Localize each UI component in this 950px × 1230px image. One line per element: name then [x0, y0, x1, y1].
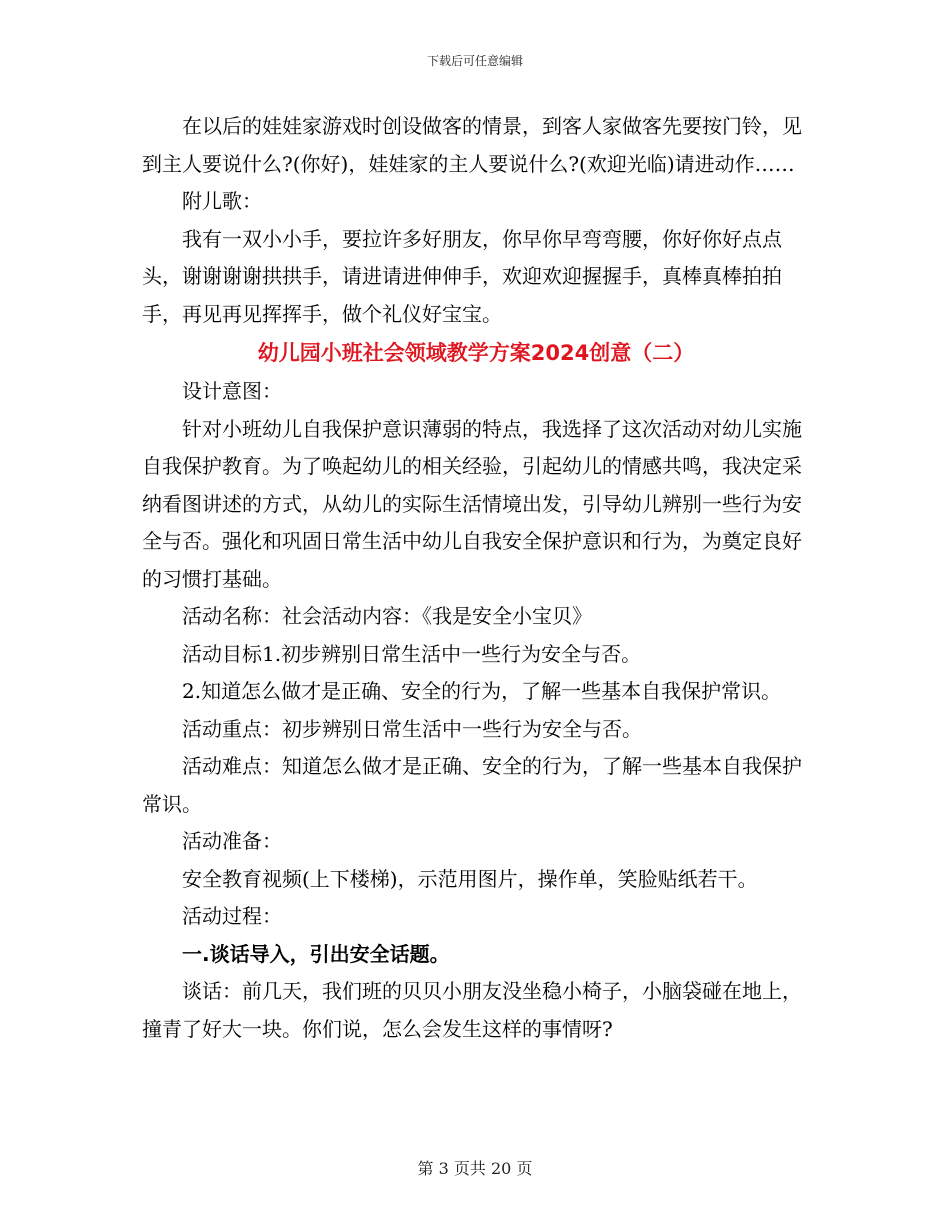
paragraph-key-point: 活动重点：初步辨别日常生活中一些行为安全与否。 — [182, 716, 642, 741]
paragraph-song-label: 附儿歌： — [182, 189, 262, 213]
paragraph-design-intent: 针对小班幼儿自我保护意识薄弱的特点，我选择了这次活动对幼儿实施自我保护教育。为了唤起幼儿的相关经验，引起幼儿的情感共鸣，我决定采纳看图讲述的方式，从幼儿的实际生活情境出发，引导幼儿辨别一些行为安全与否。强化和巩固日常生活中幼儿自我安全保护意识和行为，为奠定良好的习惯打基础。 — [142, 416, 802, 591]
section-title: 幼儿园小班社会领域教学方案2024创意（二） — [257, 341, 695, 365]
paragraph-activity-name: 活动名称：社会活动内容：《我是安全小宝贝》 — [182, 604, 592, 628]
page-header: 下载后可任意编辑 — [426, 54, 523, 68]
page-footer: 第 3 页共 20 页 — [417, 1159, 533, 1178]
paragraph-process-label: 活动过程： — [182, 904, 282, 928]
paragraph-step-1-heading: 一.谈话导入，引出安全话题。 — [182, 941, 450, 966]
document-body — [142, 108, 810, 1048]
paragraph-preparation-label: 活动准备： — [182, 829, 282, 853]
paragraph-design-intent-label: 设计意图： — [182, 379, 282, 403]
paragraph-visit-scenario: 在以后的娃娃家游戏时创设做客的情景，到客人家做客先要按门铃，见到主人要说什么?(你好)，娃娃家的主人要说什么?(欢迎光临)请进动作…… — [142, 114, 802, 176]
paragraph-goal-2: 2.知道怎么做才是正确、安全的行为，了解一些基本自我保护常识。 — [182, 679, 782, 703]
paragraph-difficulty: 活动难点：知道怎么做才是正确、安全的行为，了解一些基本自我保护常识。 — [142, 754, 802, 816]
paragraph-preparation: 安全教育视频(上下楼梯)，示范用图片，操作单，笑脸贴纸若干。 — [182, 866, 758, 891]
paragraph-goal-1: 活动目标1.初步辨别日常生活中一些行为安全与否。 — [182, 641, 642, 666]
paragraph-conversation: 谈话：前几天，我们班的贝贝小朋友没坐稳小椅子，小脑袋碰在地上，撞青了好大一块。你们说，怎么会发生这样的事情呀? — [142, 979, 802, 1041]
paragraph-song-lyrics: 我有一双小小手，要拉许多好朋友，你早你早弯弯腰，你好你好点点头，谢谢谢谢拱拱手，请进请进伸伸手，欢迎欢迎握握手，真棒真棒拍拍手，再见再见挥挥手，做个礼仪好宝宝。 — [142, 226, 782, 326]
